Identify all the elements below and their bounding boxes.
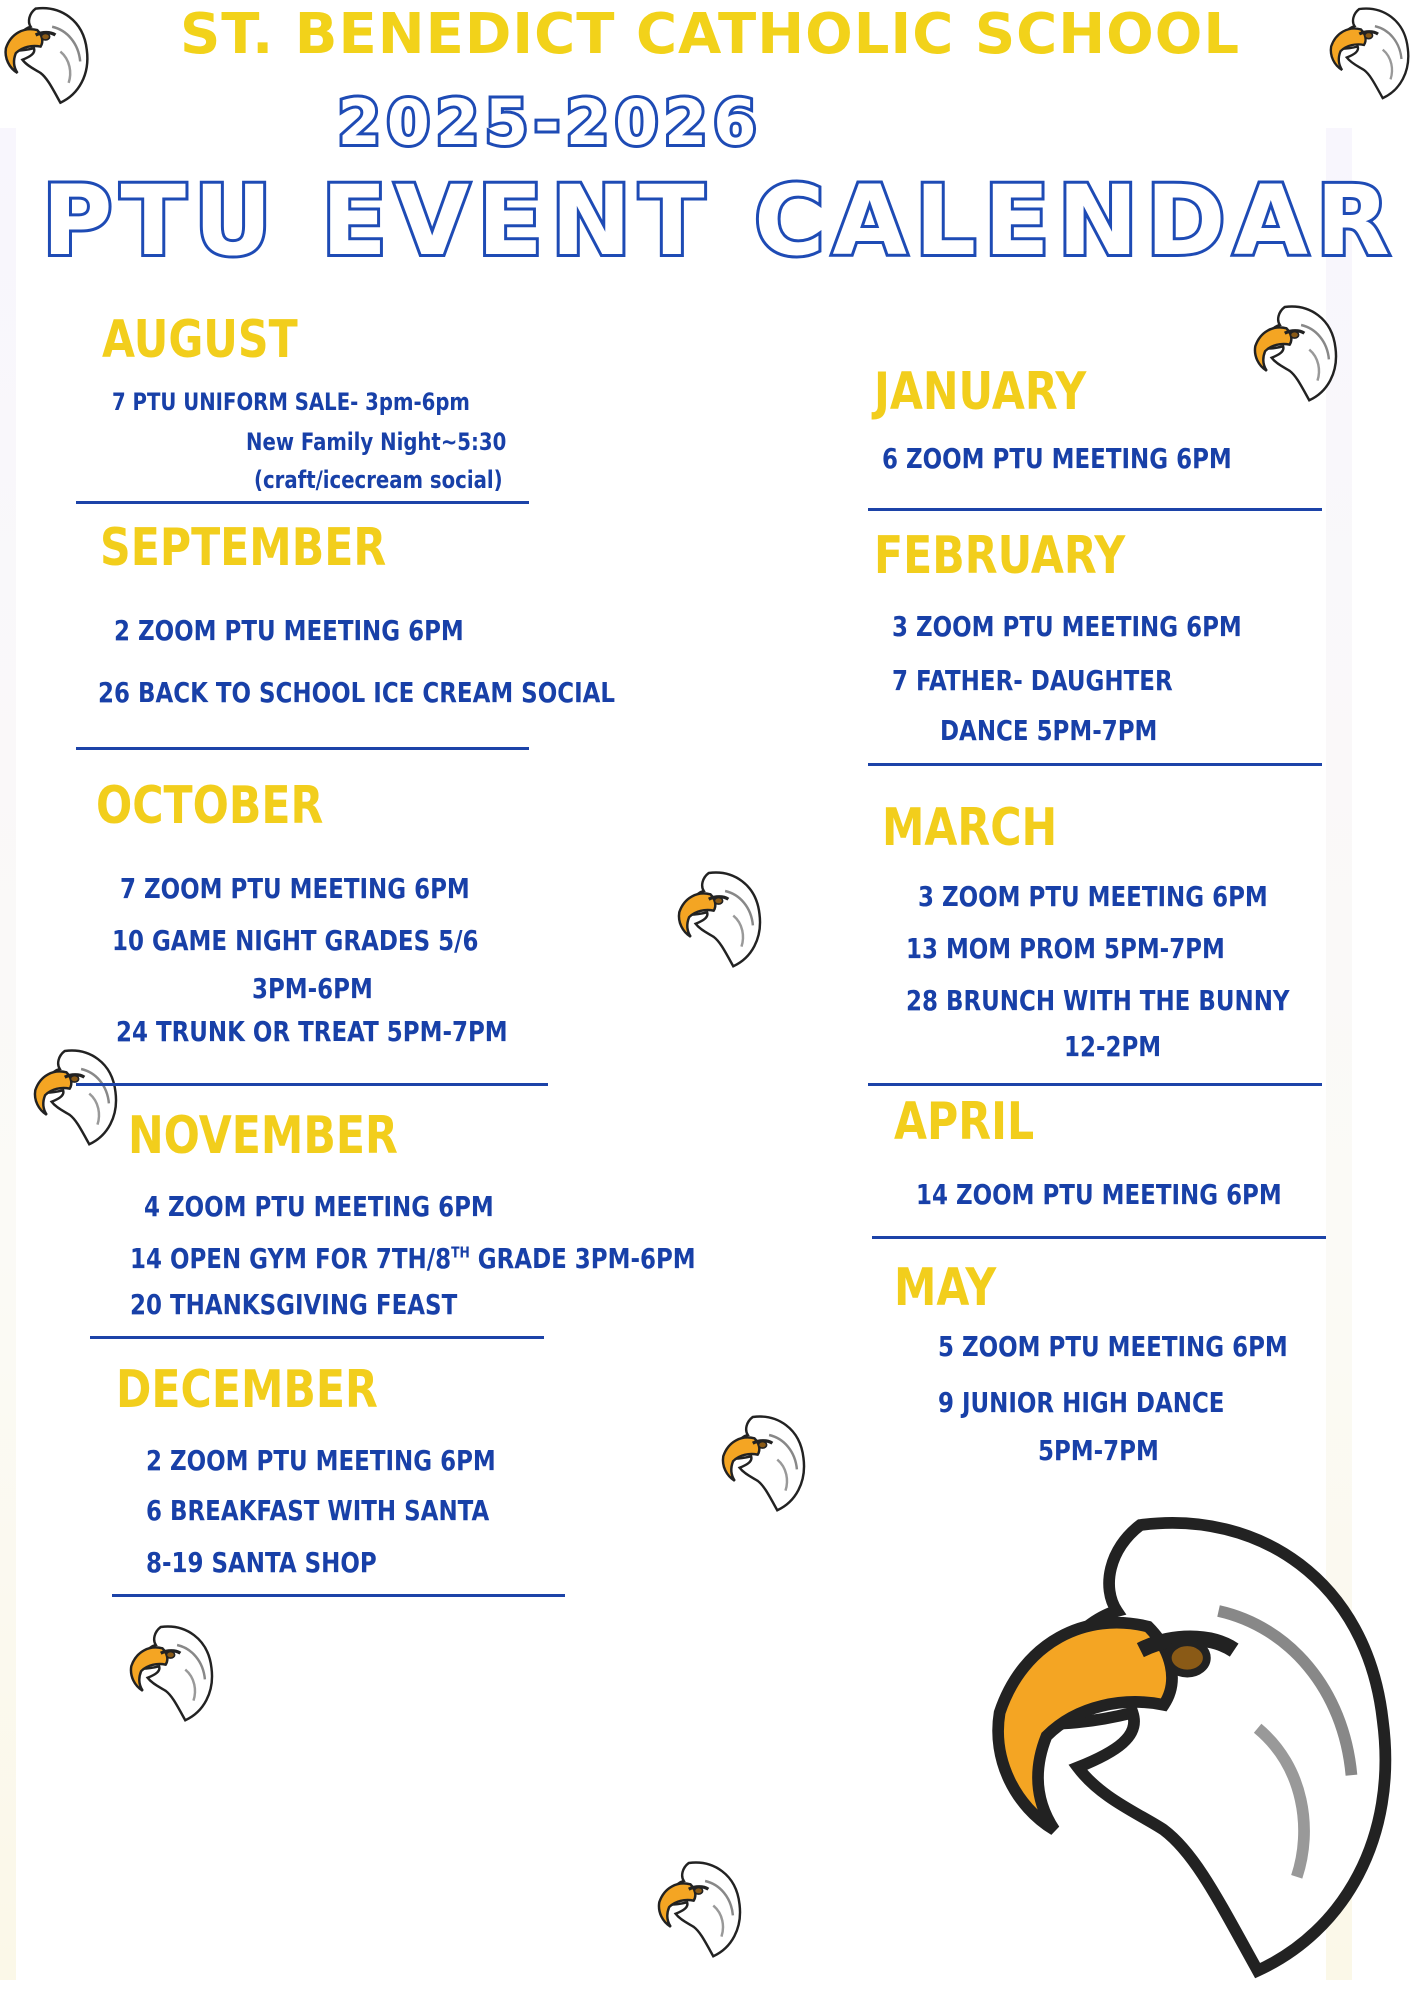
event-item: 5 ZOOM PTU MEETING 6PM [938,1330,1288,1363]
event-item: 2 ZOOM PTU MEETING 6PM [146,1444,496,1477]
event-item: 3 ZOOM PTU MEETING 6PM [892,610,1242,643]
event-item: 7 ZOOM PTU MEETING 6PM [120,872,470,905]
eagle-mascot-large-icon [984,1490,1414,1990]
event-item [130,1242,696,1275]
divider [76,747,529,750]
event-item: 28 BRUNCH WITH THE BUNNY [906,984,1290,1017]
eagle-head-icon [656,1856,746,1960]
event-item: 10 GAME NIGHT GRADES 5/6 [112,924,479,957]
month-heading-december: DECEMBER [116,1360,378,1420]
month-heading-october: OCTOBER [96,776,324,836]
event-item: 7 FATHER- DAUGHTER [892,664,1173,697]
month-heading-november: NOVEMBER [128,1106,398,1166]
month-heading-september: SEPTEMBER [100,518,387,578]
event-item: New Family Night~5:30 [246,428,507,456]
divider [868,508,1322,511]
event-item: 6 BREAKFAST WITH SANTA [146,1494,490,1527]
divider [112,1594,565,1597]
month-heading-may: MAY [894,1258,997,1318]
month-heading-february: FEBRUARY [874,526,1126,586]
school-year: 2025-2026 [337,86,763,159]
divider [872,1236,1326,1239]
event-item: 2 ZOOM PTU MEETING 6PM [114,614,464,647]
event-text: 14 OPEN GYM FOR 7TH/8 [130,1242,452,1275]
event-item: (craft/icecream social) [254,466,503,494]
event-item: 5PM-7PM [1038,1434,1159,1467]
event-item: 26 BACK TO SCHOOL ICE CREAM SOCIAL [98,676,616,709]
event-item: 3 ZOOM PTU MEETING 6PM [918,880,1268,913]
divider [76,501,529,504]
school-name: ST. BENEDICT CATHOLIC SCHOOL [179,2,1241,67]
eagle-head-icon [1252,300,1342,404]
event-item: 20 THANKSGIVING FEAST [130,1288,458,1321]
divider [76,1083,548,1086]
eagle-head-icon [1328,2,1414,102]
eagle-head-icon [720,1410,810,1514]
superscript: TH [451,1243,470,1262]
divider [90,1336,544,1339]
divider [868,763,1322,766]
event-item: 8-19 SANTA SHOP [146,1546,377,1579]
event-item: 4 ZOOM PTU MEETING 6PM [144,1190,494,1223]
month-heading-august: AUGUST [102,310,298,370]
month-heading-january: JANUARY [874,362,1087,422]
eagle-head-icon [0,2,96,106]
eagle-head-icon [128,1620,218,1724]
eagle-head-icon [32,1044,122,1148]
event-item: 9 JUNIOR HIGH DANCE [938,1386,1225,1419]
event-item: 6 ZOOM PTU MEETING 6PM [882,442,1232,475]
month-heading-march: MARCH [882,798,1058,858]
event-item: 7 PTU UNIFORM SALE- 3pm-6pm [112,388,470,416]
page-title: PTU EVENT CALENDAR [42,165,1398,277]
event-item: 3PM-6PM [252,972,373,1005]
event-item: 14 ZOOM PTU MEETING 6PM [916,1178,1282,1211]
event-item: DANCE 5PM-7PM [940,714,1158,747]
event-item: 13 MOM PROM 5PM-7PM [906,932,1225,965]
event-item: 24 TRUNK OR TREAT 5PM-7PM [116,1015,508,1048]
event-text: GRADE 3PM-6PM [469,1242,696,1275]
eagle-head-icon [676,866,766,970]
month-heading-april: APRIL [894,1092,1035,1152]
event-item: 12-2PM [1064,1030,1162,1063]
divider [868,1083,1322,1086]
